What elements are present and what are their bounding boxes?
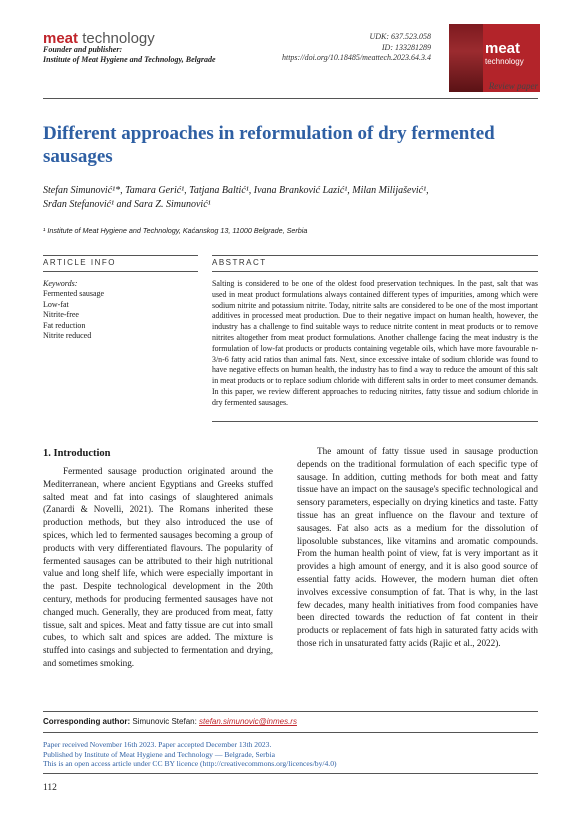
paper-title: Different approaches in reformulation of dry fermented sausages xyxy=(43,123,495,167)
author-list xyxy=(43,184,543,212)
received-accepted: Paper received November 16th 2023. Paper accepted December 13th 2023. xyxy=(43,740,272,749)
article-info-heading: ARTICLE INFO xyxy=(43,258,116,267)
affiliation: ¹ Institute of Meat Hygiene and Technology, Kaćanskog 13, 11000 Belgrade, Serbia xyxy=(43,226,308,235)
abstract-rule-bottom xyxy=(212,271,538,272)
published-by: Published by Institute of Meat Hygiene and Technology — Belgrade, Serbia xyxy=(43,749,275,759)
footer-rule xyxy=(43,732,538,733)
section-heading-introduction: 1. Introduction xyxy=(43,448,111,459)
cover-title: meat xyxy=(485,40,521,57)
authors-line-2: Srđan Stefanović¹ and Sara Z. Simunović¹ xyxy=(43,199,211,210)
article-info-rule-bottom xyxy=(43,271,198,272)
cover-photo xyxy=(449,24,483,92)
article-id: ID: 133281289 xyxy=(381,42,431,52)
keyword-item: Fat reduction xyxy=(43,320,86,330)
article-info-rule-top xyxy=(43,255,198,256)
keywords-label: Keywords: xyxy=(43,279,78,288)
keyword-item: Nitrite reduced xyxy=(43,331,92,341)
abstract-rule-end xyxy=(212,421,538,422)
page-footer-rule xyxy=(43,773,538,774)
keyword-item: Fermented sausage xyxy=(43,289,105,299)
keyword-item: Nitrite-free xyxy=(43,310,79,320)
page-number: 112 xyxy=(43,783,57,793)
doi-link[interactable]: https://doi.org/10.18485/meattech.2023.64.3.4 xyxy=(281,53,431,62)
corresponding-name: Simunovic Stefan: xyxy=(130,717,200,726)
keyword-item: Low-fat xyxy=(43,299,69,309)
cover-subtitle: technology xyxy=(485,57,524,66)
corresponding-label: Corresponding author: xyxy=(43,717,131,726)
article-type: Review paper xyxy=(488,81,538,91)
licence-note: This is an open access article under CC BY licence (http://creativecommons.org/licences/by/4.0) xyxy=(43,759,337,769)
intro-paragraph-left: Fermented sausage production originated around the Mediterranean, where ancient Egyptians and Greeks stuffed salted meat and fat into casings of slaughtered animals (Zanardi & Novelli, 2021). The Romans inherited these production methods, but they also introduced the use of spices, which led to fermented sausages becoming a group of products with very differentiated flavours. The popularity of fermented sausages can be attributed to their high nutritional value and long shelf life, which were especially important in the past. Despite technological development in the 20th century, methods for producing fermented sausages have not changed much. Generally, they are produced from meat, fatty tissue, salt and spices. Meat and fatty tissue are cut into small cubes, to which salt and spices are added. The mixture is stuffed into casings and subjected to fermentation and drying, and sometimes smoking. xyxy=(43,466,273,668)
abstract-heading: ABSTRACT xyxy=(212,258,267,267)
journal-brand-rest: technology xyxy=(78,30,155,47)
publisher-label: Founder and publisher: xyxy=(43,45,123,54)
article-identifiers xyxy=(191,32,431,64)
corresponding-email[interactable]: stefan.simunovic@inmes.rs xyxy=(199,717,297,726)
udk: UDK: 637.523.058 xyxy=(369,32,431,41)
publisher-block xyxy=(43,45,216,65)
publication-notes xyxy=(43,740,337,769)
intro-paragraph-right: The amount of fatty tissue used in sausage production depends on the traditional formulation of each specific type of sausage. In addition, cutting methods for both meat and fatty tissue have an impact on the sausage's specific technological and sensory parameters, especially on drying kinetics and taste. Fatty tissue has an great influence on the flavour and texture of sausages. Fat also acts as a medium for the dissolution of liposoluble substances, like vitamins and aromatic compounds. From the human health point of view, fat is very important as it provides a high amount of energy, and it is also good source of essential fatty acids. However, the modern human diet often involves excessive consumption of fat. That is why, in the last few decades, many health initiatives from food companies have been directed towards the reduction of fat content in their products or replacement of fats high in saturated fatty acids with those rich in unsaturated fatty acids (Rajic et al., 2022). xyxy=(297,446,538,648)
journal-brand: meat xyxy=(43,30,79,47)
corresponding-author xyxy=(43,717,297,726)
corresponding-rule xyxy=(43,711,538,712)
keywords-block xyxy=(43,279,104,341)
authors-line-1: Stefan Simunović¹*, Tamara Gerić¹, Tatjana Baltić¹, Ivana Branković Lazić¹, Milan Milijašević¹, xyxy=(43,185,429,196)
header-divider xyxy=(43,98,538,99)
publisher-name: Institute of Meat Hygiene and Technology, Belgrade xyxy=(43,55,216,64)
abstract-text: Salting is considered to be one of the oldest food preservation techniques. In the past, salt that was used in meat product formulations always contained different types of impurities, among which were sodium nitrite and potassium nitrite. Today, nitrite salts are considered to be one of the most important additives in processed meat production. Due to their negative impact on human health, however, the industry has a challenge to find suitable ways to reduce nitrite content in meat products or to remove nitrites altogether from meat product formulations. Another challenge facing the meat industry is the formulation of low-fat products or products containing vegetable oils, which have more favourable n-3/n-6 fatty acid ratios than animal fats. Next, since excessive intake of sodium chloride was found to have negative effects on human health, the industry has to find a way to reduce the amount of this salt in meat products or to replace sodium chloride with different salts in order to meet consumer demands. In this paper, we review different approaches to reducing nitrites, fatty tissue and sodium chloride in dry fermented sausages. xyxy=(212,279,538,407)
abstract-rule-top xyxy=(212,255,538,256)
